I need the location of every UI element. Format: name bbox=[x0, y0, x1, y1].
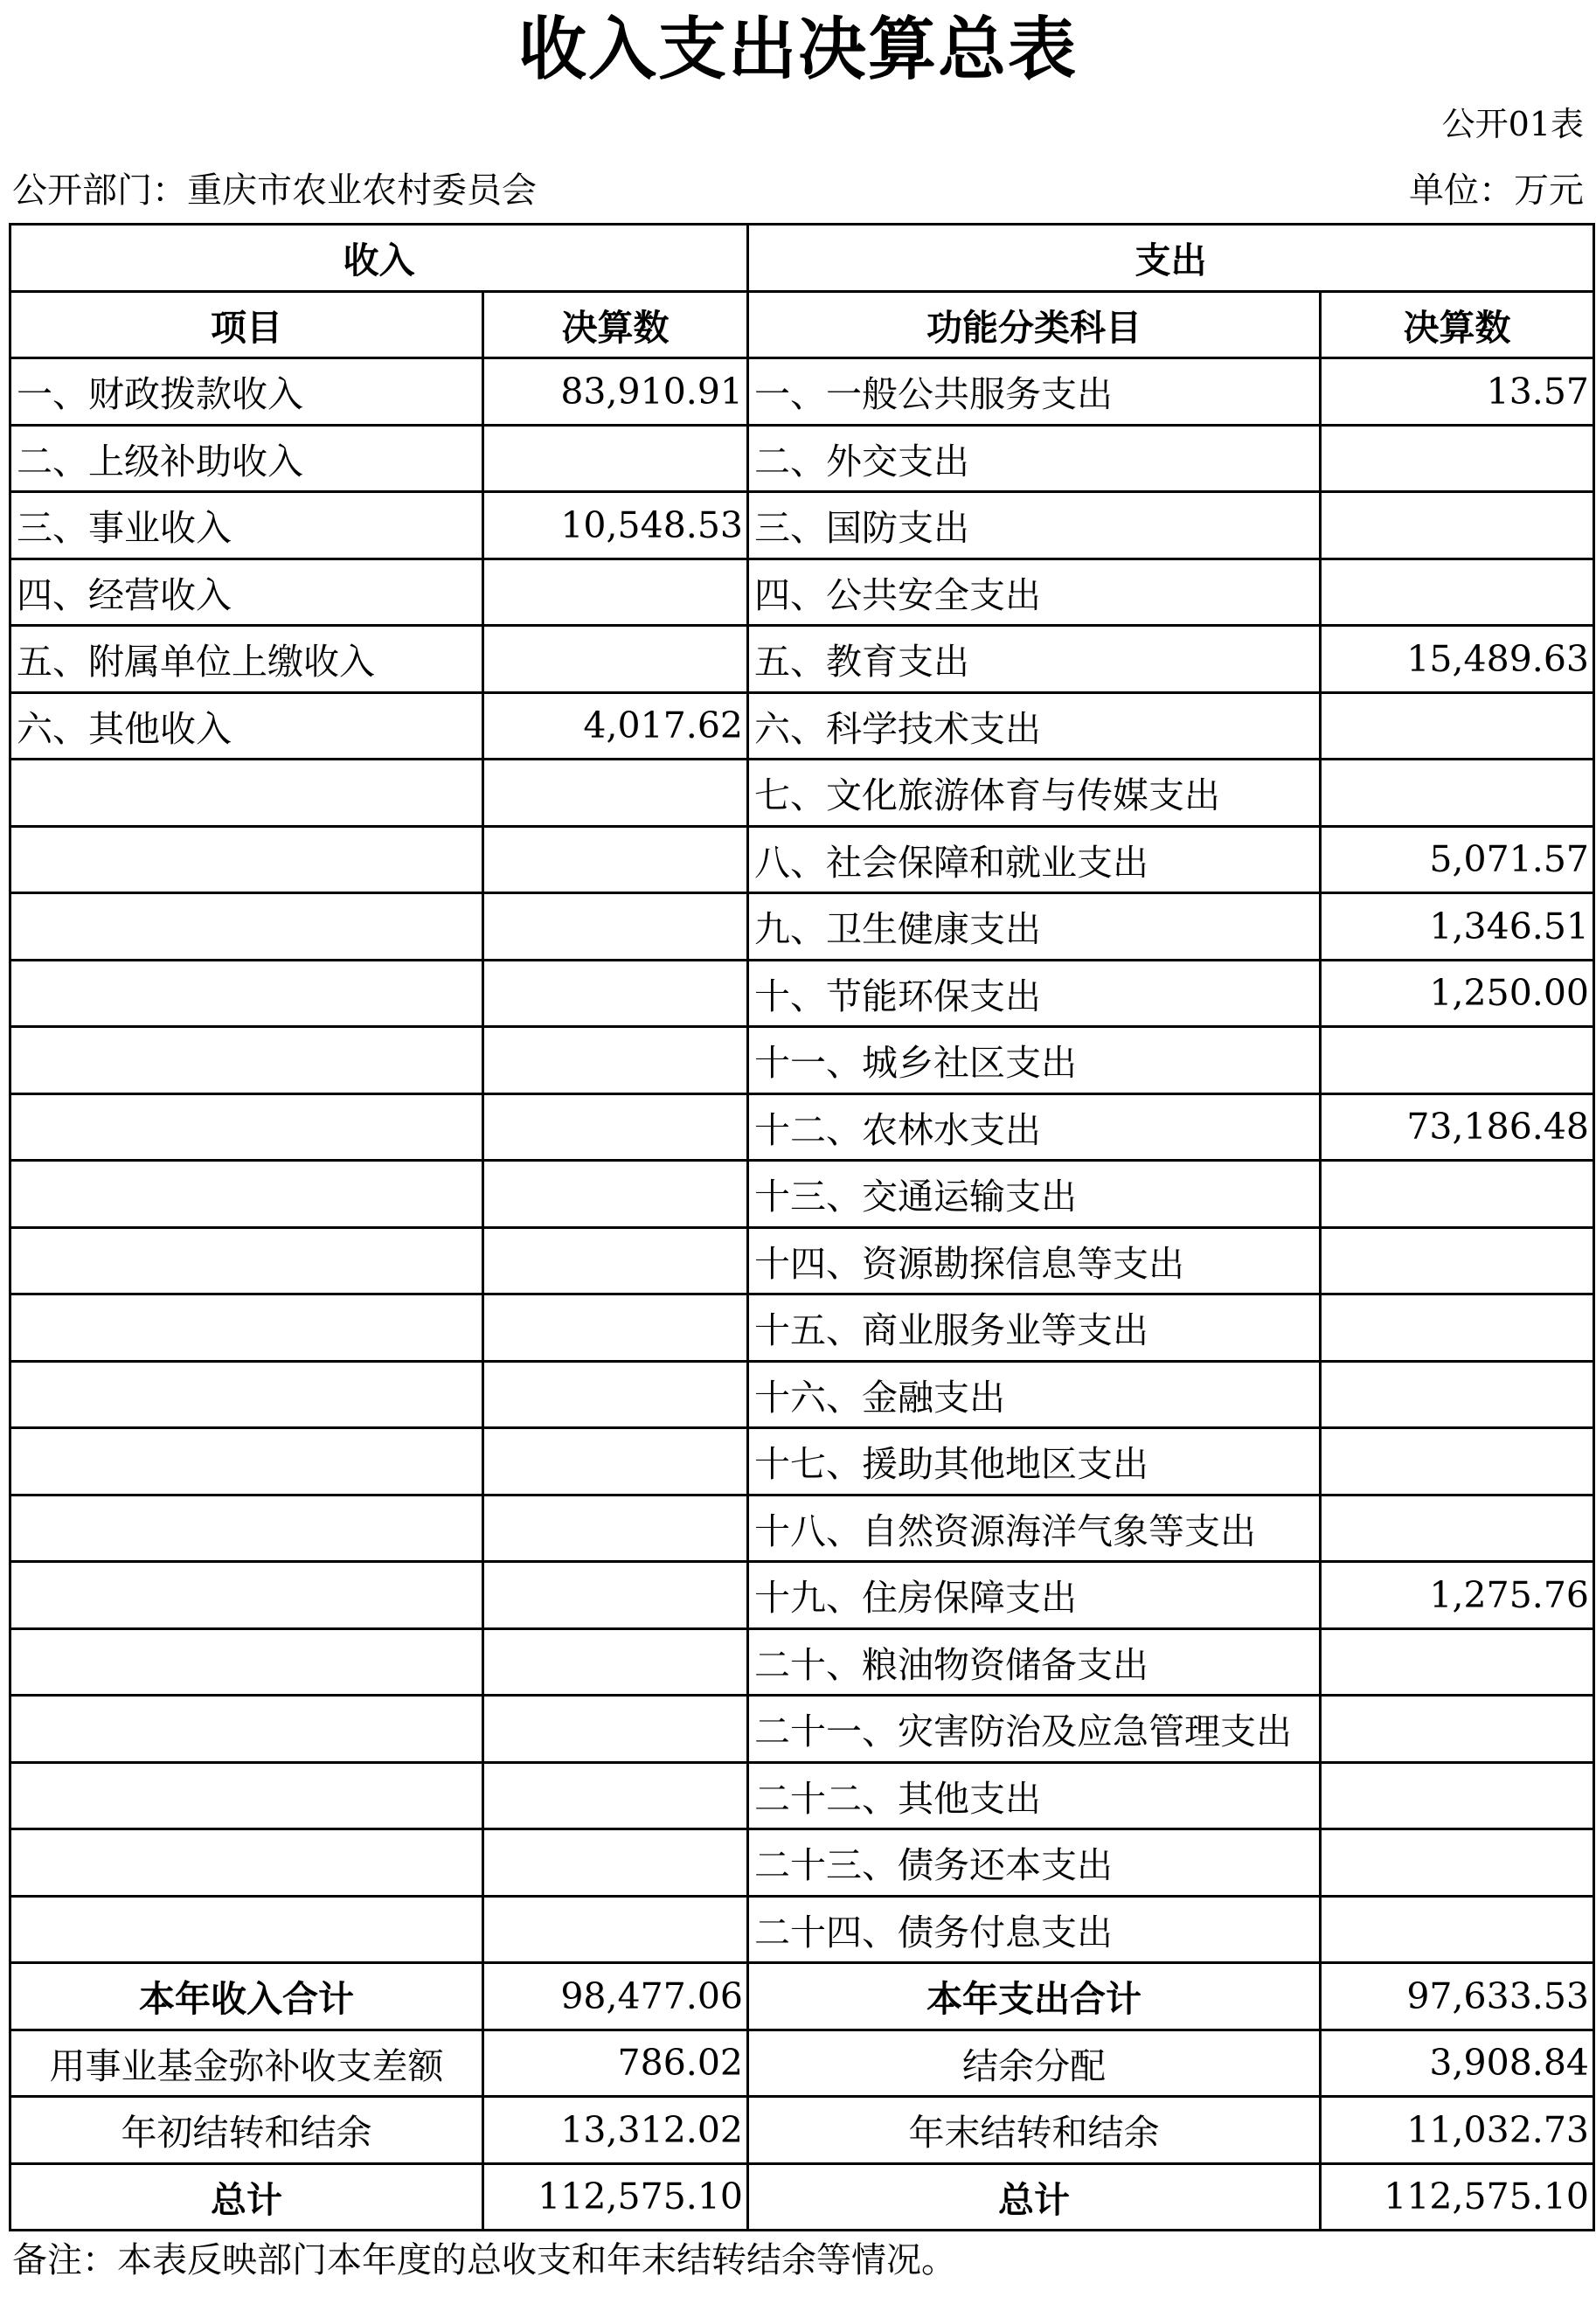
expense-item-cell: 十七、援助其他地区支出 bbox=[748, 1428, 1321, 1495]
income-amount-cell bbox=[483, 1696, 748, 1763]
table-row bbox=[10, 1027, 1594, 1094]
table-row bbox=[10, 492, 1594, 559]
income-amount-cell: 4,017.62 bbox=[483, 692, 748, 760]
expense-item-cell: 十八、自然资源海洋气象等支出 bbox=[748, 1495, 1321, 1562]
expense-amount-cell: 15,489.63 bbox=[1321, 626, 1594, 693]
table-row bbox=[10, 1762, 1594, 1829]
income-item-cell bbox=[10, 1562, 483, 1629]
income-item-cell: 一、财政拨款收入 bbox=[10, 358, 483, 426]
table-header-row-2 bbox=[10, 291, 1594, 358]
table-row bbox=[10, 893, 1594, 961]
income-amount-cell bbox=[483, 1762, 748, 1829]
expense-amount-cell bbox=[1321, 1027, 1594, 1094]
income-summary-label: 用事业基金弥补收支差额 bbox=[10, 2030, 483, 2097]
income-amount-cell bbox=[483, 1294, 748, 1362]
expense-amount-cell bbox=[1321, 1495, 1594, 1562]
expense-item-cell: 四、公共安全支出 bbox=[748, 559, 1321, 626]
income-amount-cell bbox=[483, 1027, 748, 1094]
income-summary-amount: 786.02 bbox=[483, 2030, 748, 2097]
expense-amount-cell bbox=[1321, 1227, 1594, 1294]
income-item-cell: 四、经营收入 bbox=[10, 559, 483, 626]
table-row bbox=[10, 559, 1594, 626]
table-row bbox=[10, 1829, 1594, 1897]
income-amount-cell bbox=[483, 626, 748, 693]
expense-summary-label: 总计 bbox=[748, 2163, 1321, 2231]
table-row bbox=[10, 692, 1594, 760]
income-summary-amount: 13,312.02 bbox=[483, 2097, 748, 2164]
table-row bbox=[10, 1227, 1594, 1294]
income-item-cell bbox=[10, 1495, 483, 1562]
expense-amount-cell bbox=[1321, 1829, 1594, 1897]
table-header-row-1 bbox=[10, 225, 1594, 292]
income-item-cell: 二、上级补助收入 bbox=[10, 425, 483, 492]
expense-summary-label: 本年支出合计 bbox=[748, 1963, 1321, 2030]
income-amount-cell bbox=[483, 1628, 748, 1696]
income-amount-cell bbox=[483, 1896, 748, 1963]
income-item-cell bbox=[10, 1294, 483, 1362]
income-item-cell bbox=[10, 1696, 483, 1763]
expense-amount-cell bbox=[1321, 692, 1594, 760]
income-summary-label: 总计 bbox=[10, 2163, 483, 2231]
expense-amount-cell bbox=[1321, 559, 1594, 626]
income-expense-table bbox=[9, 223, 1595, 2231]
expense-summary-label: 年末结转和结余 bbox=[748, 2097, 1321, 2164]
table-row bbox=[10, 1428, 1594, 1495]
income-item-cell bbox=[10, 760, 483, 827]
expense-amount-cell bbox=[1321, 1294, 1594, 1362]
income-summary-label: 年初结转和结余 bbox=[10, 2097, 483, 2164]
expense-summary-amount: 97,633.53 bbox=[1321, 1963, 1594, 2030]
expense-amount-cell: 1,275.76 bbox=[1321, 1562, 1594, 1629]
income-amount-cell bbox=[483, 559, 748, 626]
table-row bbox=[10, 1696, 1594, 1763]
expense-item-cell: 二十、粮油物资储备支出 bbox=[748, 1628, 1321, 1696]
income-amount-cell bbox=[483, 1227, 748, 1294]
expense-item-cell: 十二、农林水支出 bbox=[748, 1093, 1321, 1161]
expense-amount-cell: 5,071.57 bbox=[1321, 826, 1594, 893]
income-amount-cell bbox=[483, 1428, 748, 1495]
expense-amount-cell bbox=[1321, 1696, 1594, 1763]
income-item-cell: 六、其他收入 bbox=[10, 692, 483, 760]
income-amount-cell bbox=[483, 1562, 748, 1629]
income-item-cell bbox=[10, 1428, 483, 1495]
expense-item-cell: 二十一、灾害防治及应急管理支出 bbox=[748, 1696, 1321, 1763]
item-column-header: 项目 bbox=[10, 291, 483, 358]
expense-amount-cell bbox=[1321, 1896, 1594, 1963]
expense-item-cell: 十、节能环保支出 bbox=[748, 960, 1321, 1027]
table-row bbox=[10, 1294, 1594, 1362]
summary-row bbox=[10, 2097, 1594, 2164]
expense-amount-cell bbox=[1321, 1762, 1594, 1829]
income-item-cell: 三、事业收入 bbox=[10, 492, 483, 559]
expense-item-cell: 十四、资源勘探信息等支出 bbox=[748, 1227, 1321, 1294]
expense-amount-cell: 1,250.00 bbox=[1321, 960, 1594, 1027]
expense-amount-cell bbox=[1321, 1161, 1594, 1228]
category-column-header: 功能分类科目 bbox=[748, 291, 1321, 358]
table-row bbox=[10, 960, 1594, 1027]
expense-summary-amount: 3,908.84 bbox=[1321, 2030, 1594, 2097]
income-item-cell bbox=[10, 826, 483, 893]
income-item-cell bbox=[10, 960, 483, 1027]
income-item-cell bbox=[10, 1227, 483, 1294]
expense-amount-cell bbox=[1321, 1628, 1594, 1696]
expense-item-cell: 十六、金融支出 bbox=[748, 1361, 1321, 1428]
table-summary bbox=[10, 1963, 1594, 2231]
table-row bbox=[10, 1562, 1594, 1629]
expense-header: 支出 bbox=[748, 225, 1594, 292]
expense-item-cell: 十三、交通运输支出 bbox=[748, 1161, 1321, 1228]
income-amount-cell: 10,548.53 bbox=[483, 492, 748, 559]
table-row bbox=[10, 1495, 1594, 1562]
table-row bbox=[10, 1161, 1594, 1228]
income-summary-amount: 98,477.06 bbox=[483, 1963, 748, 2030]
expense-amount-cell bbox=[1321, 1361, 1594, 1428]
expense-item-cell: 五、教育支出 bbox=[748, 626, 1321, 693]
income-item-cell bbox=[10, 1762, 483, 1829]
table-row bbox=[10, 1093, 1594, 1161]
income-amount-cell bbox=[483, 1495, 748, 1562]
income-amount-cell bbox=[483, 760, 748, 827]
income-amount-cell bbox=[483, 1829, 748, 1897]
income-item-cell bbox=[10, 1628, 483, 1696]
income-summary-amount: 112,575.10 bbox=[483, 2163, 748, 2231]
table-row bbox=[10, 1628, 1594, 1696]
income-item-cell bbox=[10, 1093, 483, 1161]
income-amount-cell bbox=[483, 893, 748, 961]
expense-item-cell: 十一、城乡社区支出 bbox=[748, 1027, 1321, 1094]
income-amount-cell bbox=[483, 1361, 748, 1428]
expense-item-cell: 一、一般公共服务支出 bbox=[748, 358, 1321, 426]
income-header: 收入 bbox=[10, 225, 748, 292]
table-row bbox=[10, 1361, 1594, 1428]
table-row bbox=[10, 760, 1594, 827]
summary-row bbox=[10, 2163, 1594, 2231]
table-row bbox=[10, 826, 1594, 893]
expense-item-cell: 六、科学技术支出 bbox=[748, 692, 1321, 760]
expense-amount-column-header: 决算数 bbox=[1321, 291, 1594, 358]
expense-item-cell: 七、文化旅游体育与传媒支出 bbox=[748, 760, 1321, 827]
income-item-cell bbox=[10, 1027, 483, 1094]
expense-amount-cell: 73,186.48 bbox=[1321, 1093, 1594, 1161]
income-amount-cell bbox=[483, 960, 748, 1027]
income-amount-cell bbox=[483, 1093, 748, 1161]
unit-label: 单位：万元 bbox=[1409, 170, 1584, 211]
table-row bbox=[10, 425, 1594, 492]
expense-amount-cell bbox=[1321, 492, 1594, 559]
table-row bbox=[10, 358, 1594, 426]
income-item-cell bbox=[10, 1361, 483, 1428]
income-item-cell bbox=[10, 893, 483, 961]
income-amount-column-header: 决算数 bbox=[483, 291, 748, 358]
income-amount-cell: 83,910.91 bbox=[483, 358, 748, 426]
summary-row bbox=[10, 1963, 1594, 2030]
table-row bbox=[10, 1896, 1594, 1963]
income-item-cell: 五、附属单位上缴收入 bbox=[10, 626, 483, 693]
income-item-cell bbox=[10, 1161, 483, 1228]
page-title: 收入支出决算总表 bbox=[517, 10, 1078, 89]
expense-amount-cell: 1,346.51 bbox=[1321, 893, 1594, 961]
table-number: 公开01表 bbox=[1441, 105, 1584, 143]
income-amount-cell bbox=[483, 826, 748, 893]
expense-item-cell: 九、卫生健康支出 bbox=[748, 893, 1321, 961]
department-label: 公开部门：重庆市农业农村委员会 bbox=[12, 170, 537, 211]
table-row bbox=[10, 626, 1594, 693]
table-body bbox=[10, 358, 1594, 1963]
expense-summary-label: 结余分配 bbox=[748, 2030, 1321, 2097]
income-item-cell bbox=[10, 1829, 483, 1897]
expense-item-cell: 二、外交支出 bbox=[748, 425, 1321, 492]
income-summary-label: 本年收入合计 bbox=[10, 1963, 483, 2030]
expense-summary-amount: 112,575.10 bbox=[1321, 2163, 1594, 2231]
income-amount-cell bbox=[483, 425, 748, 492]
expense-amount-cell bbox=[1321, 425, 1594, 492]
expense-item-cell: 二十二、其他支出 bbox=[748, 1762, 1321, 1829]
expense-item-cell: 三、国防支出 bbox=[748, 492, 1321, 559]
income-item-cell bbox=[10, 1896, 483, 1963]
expense-amount-cell bbox=[1321, 760, 1594, 827]
income-amount-cell bbox=[483, 1161, 748, 1228]
expense-item-cell: 二十四、债务付息支出 bbox=[748, 1896, 1321, 1963]
expense-item-cell: 十五、商业服务业等支出 bbox=[748, 1294, 1321, 1362]
expense-summary-amount: 11,032.73 bbox=[1321, 2097, 1594, 2164]
expense-amount-cell: 13.57 bbox=[1321, 358, 1594, 426]
summary-row bbox=[10, 2030, 1594, 2097]
expense-amount-cell bbox=[1321, 1428, 1594, 1495]
footnote: 备注：本表反映部门本年度的总收支和年末结转结余等情况。 bbox=[12, 2240, 956, 2280]
expense-item-cell: 十九、住房保障支出 bbox=[748, 1562, 1321, 1629]
expense-item-cell: 二十三、债务还本支出 bbox=[748, 1829, 1321, 1897]
expense-item-cell: 八、社会保障和就业支出 bbox=[748, 826, 1321, 893]
